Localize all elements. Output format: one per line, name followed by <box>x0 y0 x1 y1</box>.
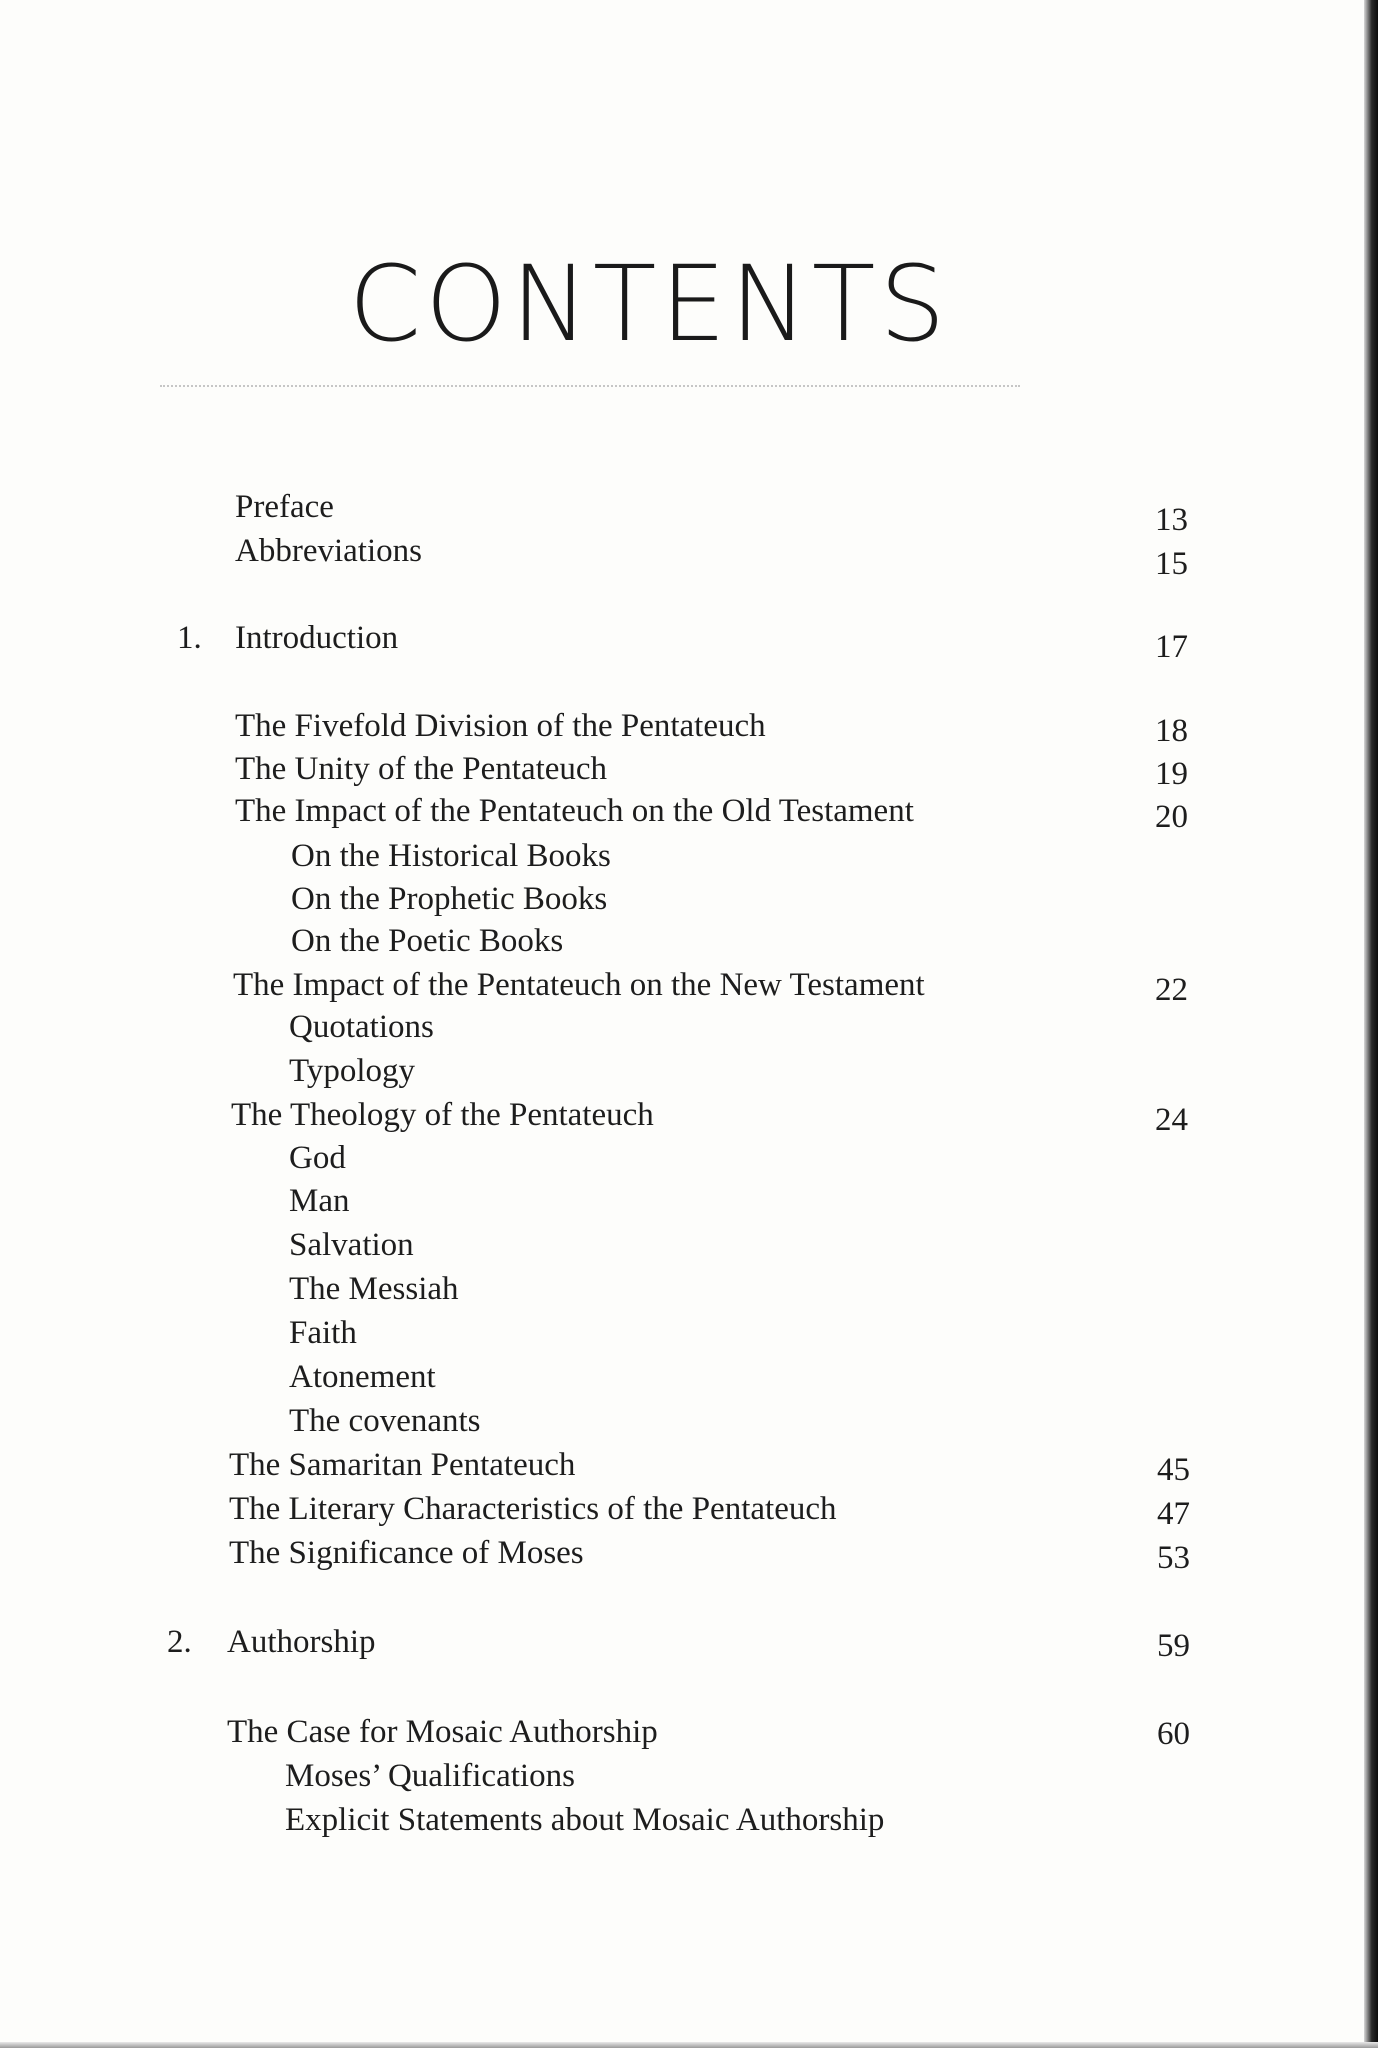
toc-subsection: Faith <box>289 1315 357 1351</box>
toc-page-preface: 13 <box>1155 502 1188 538</box>
title-divider <box>160 385 1020 387</box>
toc-subsection: The covenants <box>289 1403 481 1439</box>
toc-subsection: Quotations <box>289 1009 434 1045</box>
toc-section-page: 53 <box>1157 1540 1190 1576</box>
toc-subsection: Moses’ Qualifications <box>285 1758 575 1794</box>
toc-section-page: 18 <box>1155 713 1188 749</box>
toc-section-page: 45 <box>1157 1452 1190 1488</box>
toc-section: The Samaritan Pentateuch <box>229 1447 576 1483</box>
toc-section: The Impact of the Pentateuch on the New Testament <box>233 967 925 1003</box>
toc-subsection: On the Prophetic Books <box>291 881 608 917</box>
toc-subsection: On the Historical Books <box>291 838 611 874</box>
toc-subsection: Typology <box>289 1053 416 1089</box>
toc-subsection: Atonement <box>289 1359 436 1395</box>
toc-subsection: The Messiah <box>289 1271 459 1307</box>
toc-entry-abbreviations: Abbreviations <box>235 533 422 569</box>
chapter-page-authorship: 59 <box>1157 1628 1190 1664</box>
toc-section-page: 60 <box>1157 1716 1190 1752</box>
toc-section-page: 47 <box>1157 1496 1190 1532</box>
toc-page-abbreviations: 15 <box>1155 546 1188 582</box>
toc-section: The Literary Characteristics of the Pentateuch <box>229 1491 837 1527</box>
chapter-page-introduction: 17 <box>1155 629 1188 665</box>
toc-section-page: 19 <box>1155 756 1188 792</box>
toc-subsection: On the Poetic Books <box>291 923 564 959</box>
toc-section: The Case for Mosaic Authorship <box>227 1714 658 1750</box>
page-bottom-edge <box>0 2042 1378 2048</box>
chapter-title-authorship: Authorship <box>227 1624 376 1660</box>
toc-section-page: 20 <box>1155 799 1188 835</box>
toc-section-page: 24 <box>1155 1102 1188 1138</box>
toc-subsection: Salvation <box>289 1227 414 1263</box>
toc-subsection: Explicit Statements about Mosaic Authorship <box>285 1802 885 1838</box>
toc-section: The Significance of Moses <box>229 1535 584 1571</box>
page-title: CONTENTS <box>348 243 950 365</box>
toc-section: The Fivefold Division of the Pentateuch <box>235 708 766 744</box>
toc-subsection: Man <box>289 1183 350 1219</box>
toc-section: The Unity of the Pentateuch <box>235 751 608 787</box>
toc-section: The Impact of the Pentateuch on the Old Testament <box>235 793 914 829</box>
toc-entry-preface: Preface <box>235 489 334 525</box>
toc-section: The Theology of the Pentateuch <box>231 1097 654 1133</box>
page-edge-shadow <box>1364 0 1378 2048</box>
chapter-number: 2. <box>167 1624 192 1660</box>
toc-subsection: God <box>289 1140 346 1176</box>
chapter-number: 1. <box>177 620 202 656</box>
toc-section-page: 22 <box>1155 972 1188 1008</box>
chapter-title-introduction: Introduction <box>235 620 399 656</box>
